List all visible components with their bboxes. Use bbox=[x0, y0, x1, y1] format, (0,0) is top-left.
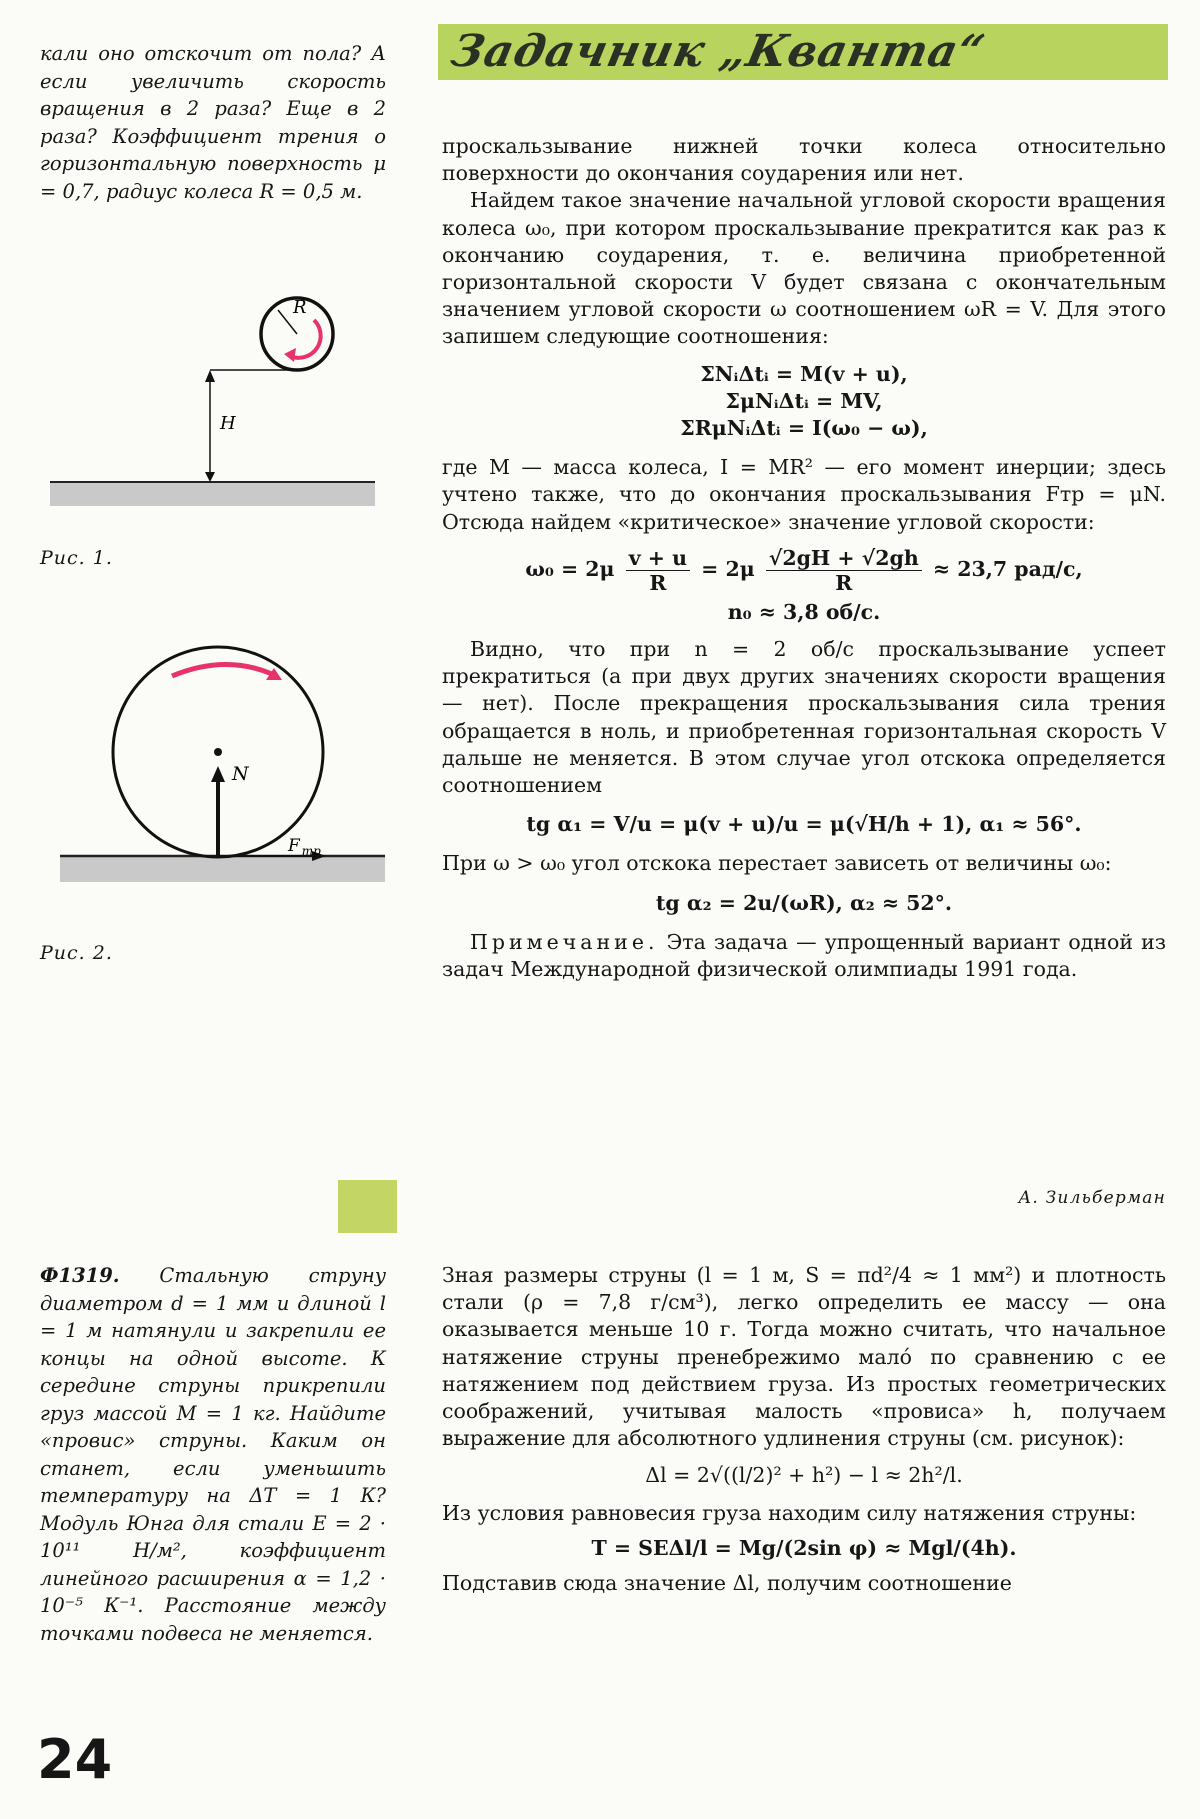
equation: ΣμNᵢΔtᵢ = MV, bbox=[725, 388, 883, 413]
normal-force-arrowhead bbox=[211, 766, 225, 782]
problem-2 bbox=[40, 1262, 386, 1647]
solution-1 bbox=[442, 133, 1166, 983]
figure-2-caption: Рис. 2. bbox=[40, 942, 113, 964]
friction-force-label: F $_{тр}$ bbox=[288, 836, 321, 858]
note-label: Примечание. bbox=[470, 929, 659, 954]
solution-paragraph: проскальзывание нижней точки колеса относительно поверхности до окончания соударения или нет. bbox=[442, 134, 1166, 186]
radius-label: R bbox=[293, 297, 307, 318]
solution-paragraph: Найдем такое значение начальной угловой скорости вращения колеса ω₀, при котором проскальзывание прекратится как раз к окончанию соударения, т. е. величина приобретенной горизонтальной скорости V будет связана с окончательным значением угловой скорости ω соотношением ωR = V. Для этого запишем следующие соотношения: bbox=[442, 188, 1166, 349]
solution-paragraph: Зная размеры струны (l = 1 м, S = πd²/4 ≈ 1 мм²) и плотность стали (ρ = 7,8 г/см³), легко определить ее массу — она оказывается меньше 10 г. Тогда можно считать, что начальное натяжение струны пренебрежимо мало́ по сравнению с ее натяжением под действием груза. Из простых геометрических соображений, учитывая малость «провиса» h, получаем выражение для абсолютного удлинения струны (см. рисунок): bbox=[442, 1263, 1166, 1451]
fraction: $\frac{√2gH + √2gh}{R}$ bbox=[766, 546, 922, 595]
solution-paragraph: Видно, что при n = 2 об/с проскальзывание успеет прекратиться (а при двух других значениях скорости вращения — нет). После прекращения проскальзывания сила трения обращается в ноль, и приобретенная горизонтальная скорость V дальше не меняется. В этом случае угол отскока определяется соотношением bbox=[442, 637, 1166, 798]
solution-paragraph: Подставив сюда значение Δl, получим соотношение bbox=[442, 1571, 1012, 1596]
equation: tg α₂ = 2u/(ωR), α₂ ≈ 52°. bbox=[655, 890, 953, 915]
rotation-arc bbox=[172, 664, 272, 676]
fraction: $\frac{v + u}{R}$ bbox=[626, 546, 690, 595]
solution-paragraph: При ω > ω₀ угол отскока перестает зависеть от величины ω₀: bbox=[442, 851, 1112, 876]
floor-shading bbox=[60, 856, 385, 882]
height-arrow-top bbox=[205, 370, 215, 382]
height-arrow-bottom bbox=[205, 472, 215, 482]
section-heading-band bbox=[438, 24, 1168, 80]
floor-shading bbox=[50, 482, 375, 506]
equation: tg α₁ = V/u = μ(v + u)/u = μ(√H/h + 1), α₁ ≈ 56°. bbox=[526, 812, 1082, 837]
equation-omega0: ω₀ = 2μ $\frac{v + u}{R}$ = 2μ $\frac{√2gH + √2gh}{R}$ ≈ 23,7 рад/с, bbox=[525, 545, 1083, 595]
height-label: H bbox=[220, 413, 236, 434]
solution-paragraph: где M — масса колеса, I = MR² — его момент инерции; здесь учтено также, что до окончания проскальзывания Fтр = μN. Отсюда найдем «критическое» значение угловой скорости: bbox=[442, 455, 1166, 534]
figure-1 bbox=[40, 292, 380, 517]
section-heading: Задачник „Кванта“ bbox=[446, 26, 990, 77]
problem-text: кали оно отскочит от пола? А если увеличить скорость вращения в 2 раза? Еще в 2 раза? Коэффициент трения о горизонтальную поверхность μ = 0,7, радиус колеса R = 0,5 м. bbox=[40, 42, 386, 203]
wheel-center bbox=[214, 748, 222, 756]
equation: Δl = 2√((l/2)² + h²) − l ≈ 2h²/l. bbox=[645, 1463, 963, 1488]
figure-2 bbox=[40, 630, 390, 890]
solution-paragraph: Из условия равновесия груза находим силу натяжения струны: bbox=[442, 1500, 1137, 1525]
note-paragraph bbox=[442, 929, 1166, 983]
page-number: 24 bbox=[37, 1728, 113, 1791]
equation-block bbox=[442, 361, 1166, 443]
equation: n₀ ≈ 3,8 об/с. bbox=[727, 599, 881, 624]
normal-force-label: N bbox=[232, 763, 249, 785]
solution-2 bbox=[442, 1262, 1166, 1597]
problem-number: Ф1319. bbox=[40, 1264, 120, 1287]
author-signature: А. Зильберман bbox=[1018, 1188, 1166, 1208]
problem-text: Стальную струну диаметром d = 1 мм и длиной l = 1 м натянули и закрепили ее концы на одной высоте. К середине струны прикрепили груз массой M = 1 кг. Найдите «провис» струны. Каким он станет, если уменьшить температуру на ΔT = 1 К? Модуль Юнга для стали E = 2 · 10¹¹ Н/м², коэффициент линейного расширения α = 1,2 · 10⁻⁵ К⁻¹. Расстояние между точками подвеса не меняется. bbox=[40, 1264, 386, 1645]
note-text: Эта задача — упрощенный вариант одной из задач Международной физической олимпиады 1991 года. bbox=[442, 929, 1166, 982]
decorative-square bbox=[338, 1180, 397, 1233]
equation: ΣNᵢΔtᵢ = M(v + u), bbox=[700, 361, 908, 386]
figure-1-caption: Рис. 1. bbox=[40, 547, 113, 569]
problem-statement-continued bbox=[40, 40, 386, 205]
equation: T = SEΔl/l = Mg/(2sin φ) ≈ Mgl/(4h). bbox=[591, 1535, 1017, 1560]
equation: ΣRμNᵢΔtᵢ = I(ω₀ − ω), bbox=[680, 416, 928, 441]
rotation-arrowhead bbox=[284, 348, 296, 362]
